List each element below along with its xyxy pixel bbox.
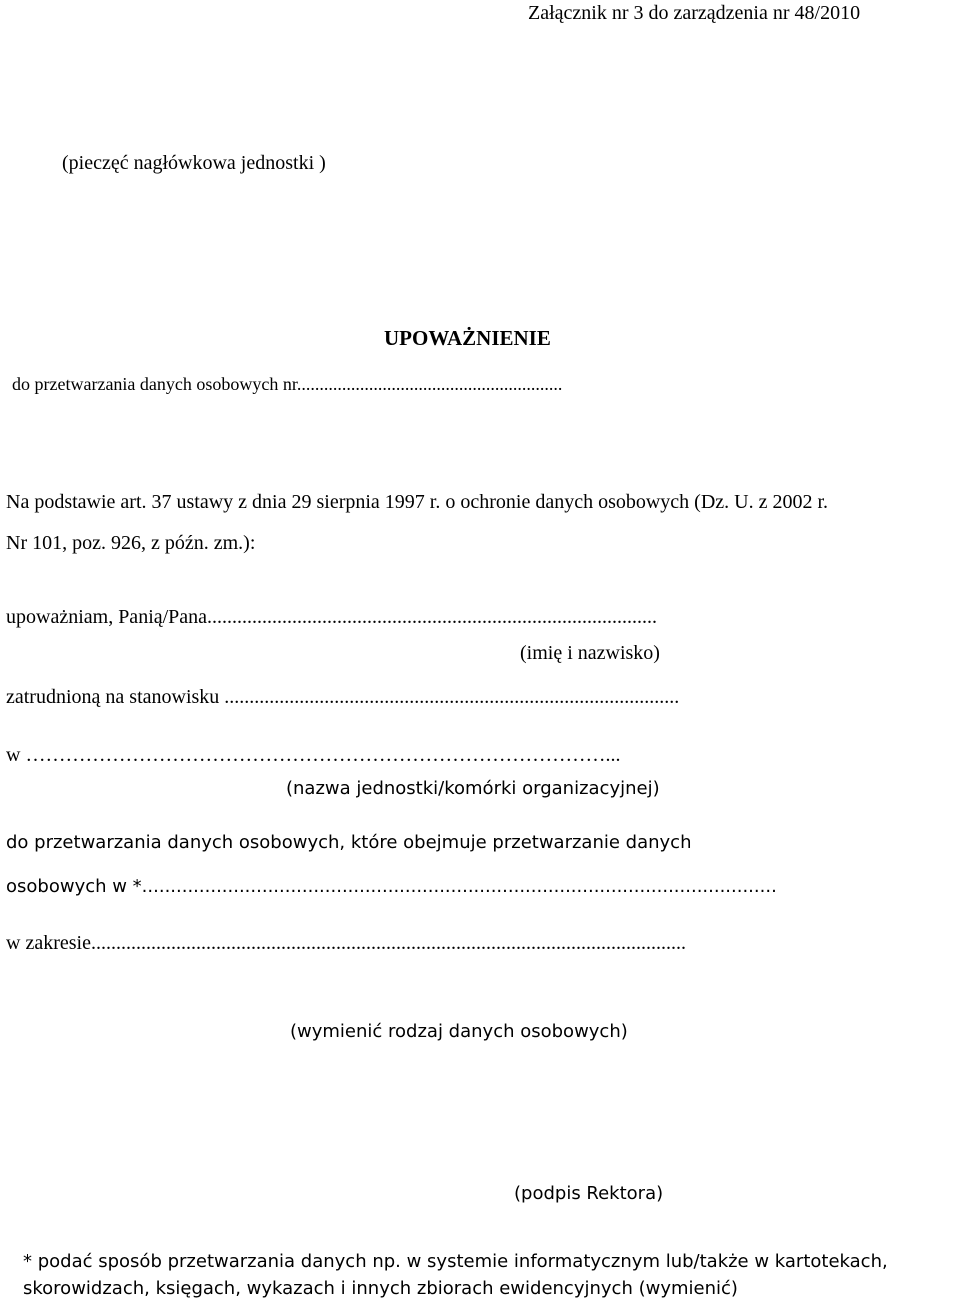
person-field-caption: (imię i nazwisko) [520,642,660,664]
range-field-caption: (wymienić rodzaj danych osobowych) [290,1021,628,1042]
footnote-line-1: * podać sposób przetwarzania danych np. w systemie informatycznym lub/także w kartotekach, [23,1251,888,1272]
document-title: UPOWAŻNIENIE [384,326,551,350]
signature-caption: (podpis Rektora) [514,1183,664,1204]
footnote-line-2: skorowidzach, księgach, wykazach i innych zbiorach ewidencyjnych (wymienić) [23,1278,738,1299]
document-subtitle: do przetwarzania danych osobowych nr........................................................... [12,374,563,394]
position-field-line: zatrudnioną na stanowisku ........................................................................................... [6,686,680,708]
person-field-line: upoważniam, Panią/Pana.......................................................................................... [6,606,658,628]
unit-field-caption: (nazwa jednostki/komórki organizacyjnej) [286,778,660,799]
unit-field-line: w ……………………………………………………………………………... [6,744,621,766]
stamp-caption: (pieczęć nagłówkowa jednostki ) [62,152,326,174]
scope-line-2: osobowych w *............................................................................................................... [6,876,777,897]
legal-basis-line-2: Nr 101, poz. 926, z późn. zm.): [6,532,256,554]
scope-line-1: do przetwarzania danych osobowych, które obejmuje przetwarzanie danych [6,832,692,853]
range-field-line: w zakresie....................................................................................................................... [6,932,686,954]
attachment-header: Załącznik nr 3 do zarządzenia nr 48/2010 [528,2,861,24]
legal-basis-line-1: Na podstawie art. 37 ustawy z dnia 29 sierpnia 1997 r. o ochronie danych osobowych (Dz. U. z 2002 r. [6,491,829,513]
